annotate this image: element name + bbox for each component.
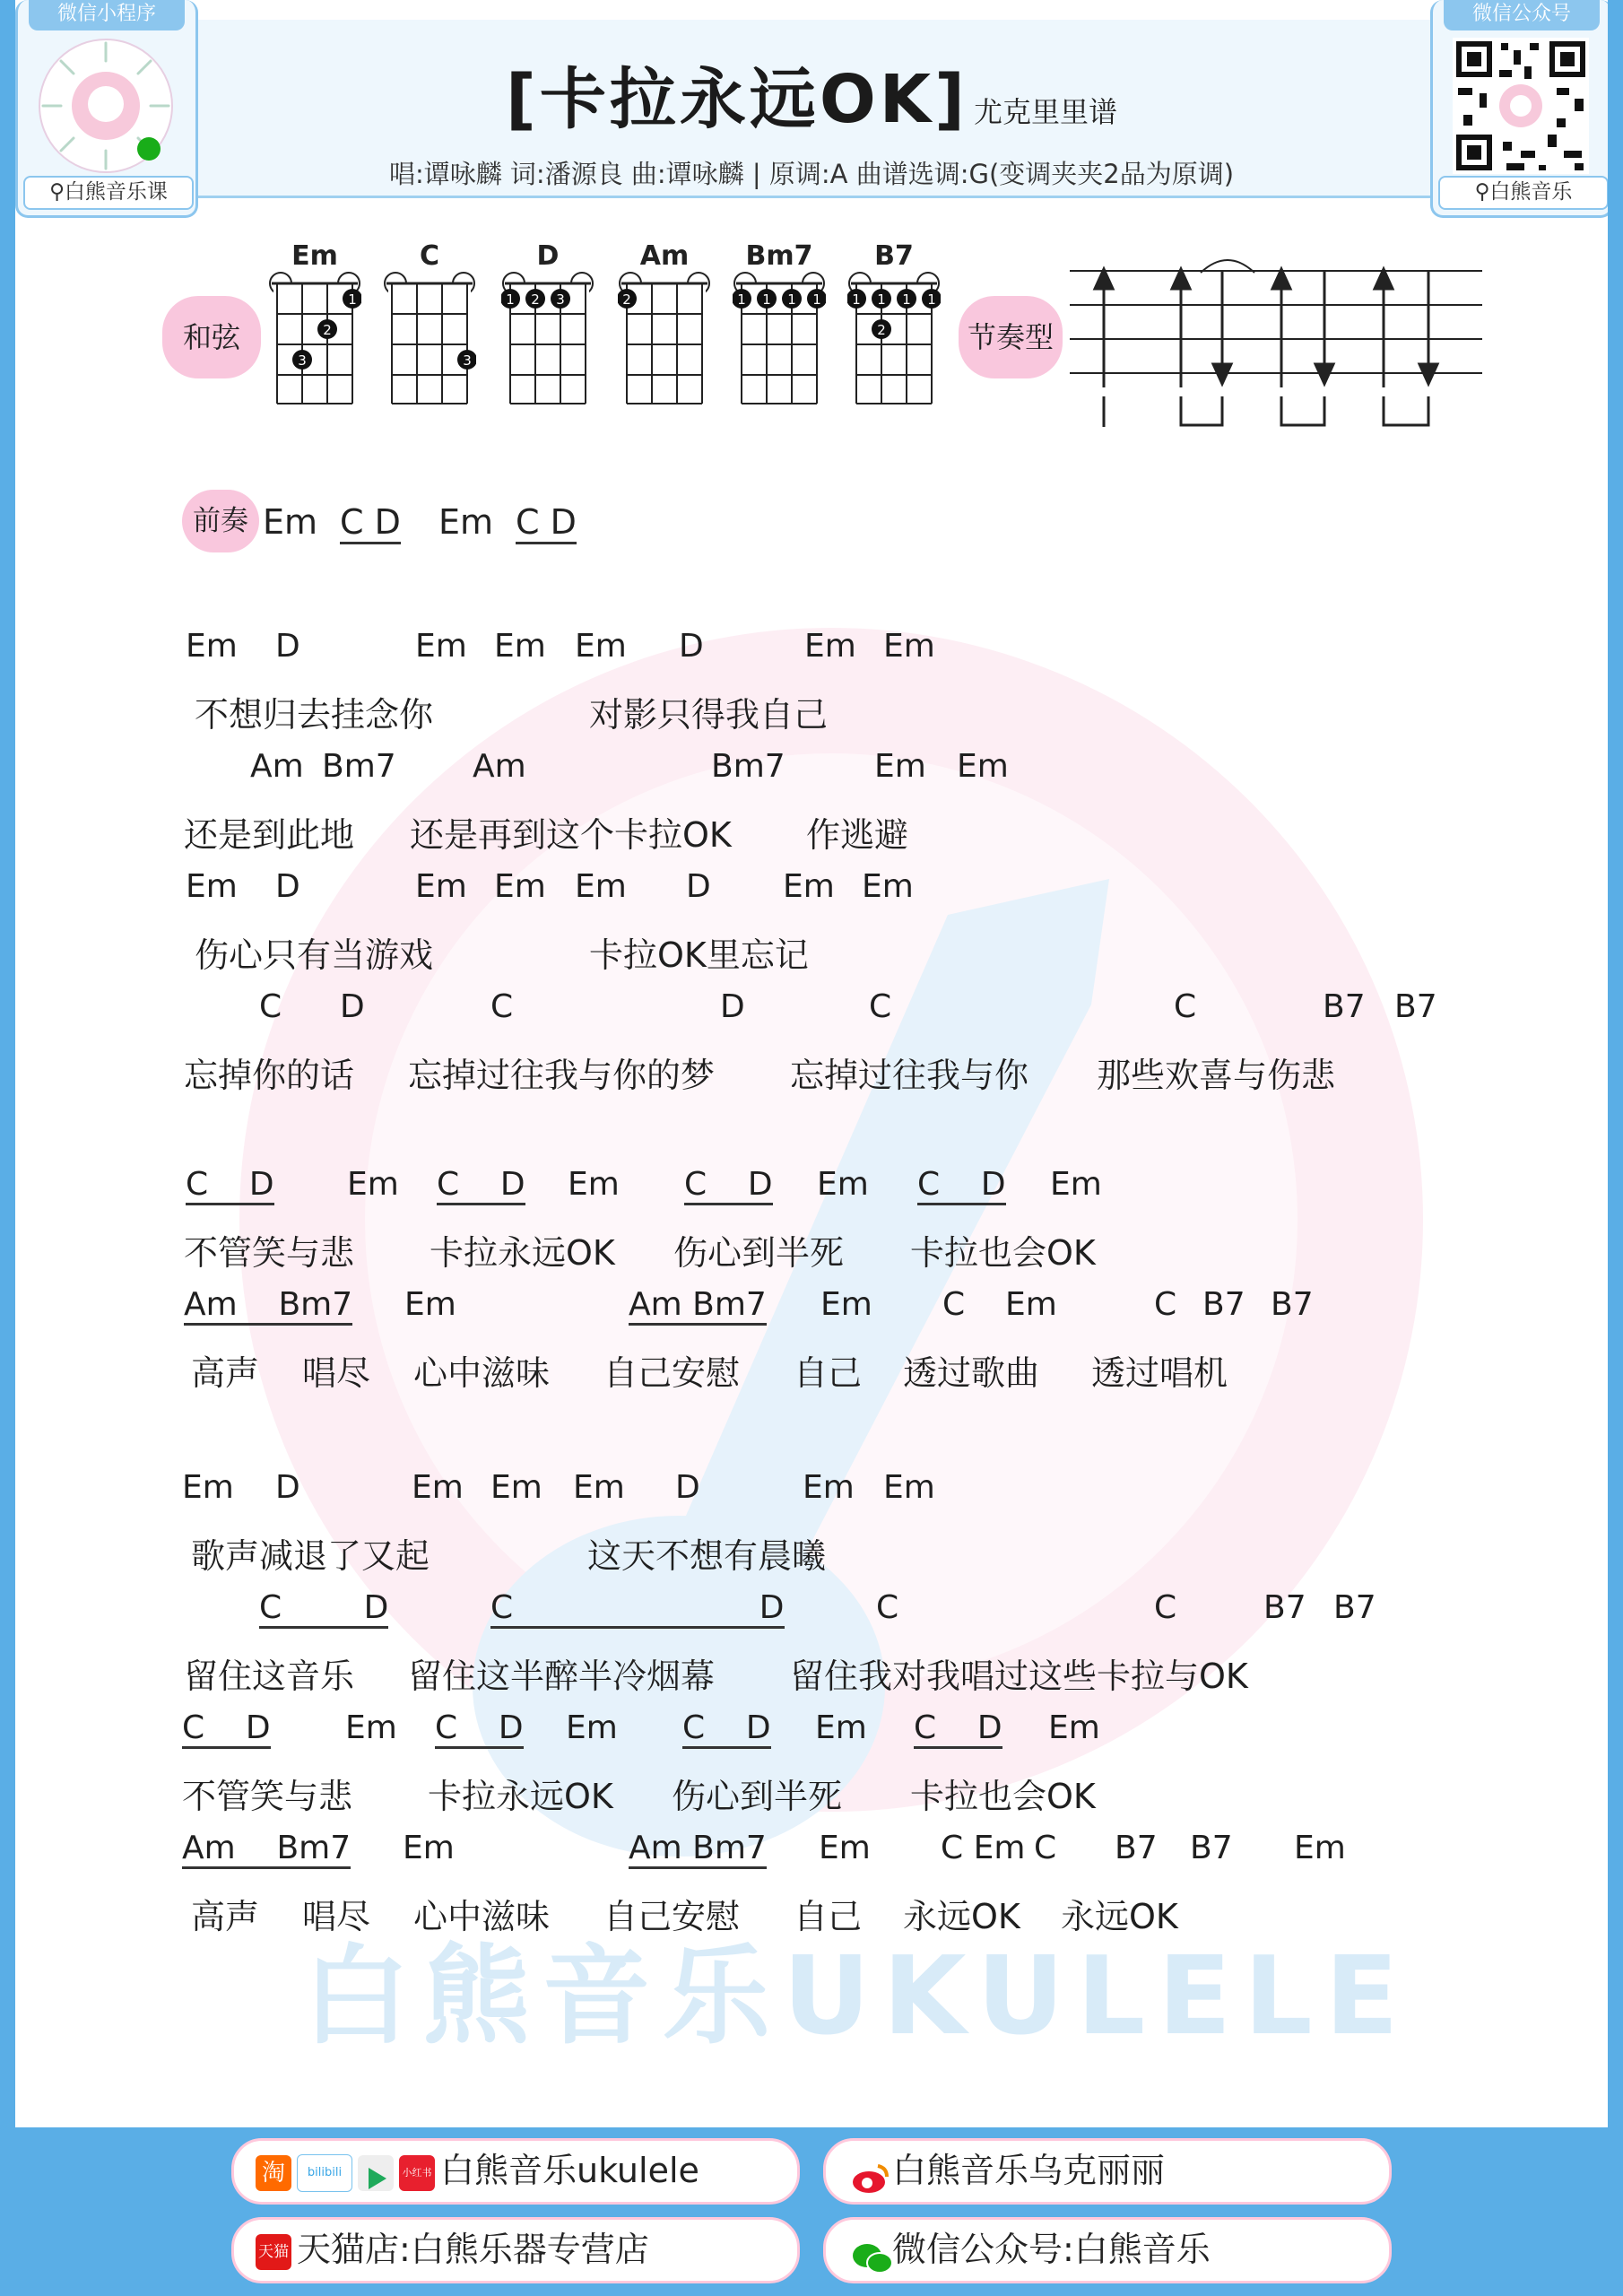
footer-item-3: 天猫店:白熊乐器专营店	[297, 2230, 649, 2269]
chord-symbol: C	[942, 1286, 966, 1323]
footer-item-4: 微信公众号:白熊音乐	[892, 2230, 1211, 2269]
chord-name: D	[536, 240, 560, 272]
finger-dot	[292, 350, 312, 370]
intro-chord: Em	[438, 502, 494, 542]
footer-item-2: 白熊音乐乌克丽丽	[892, 2151, 1166, 2190]
lyric-phrase: 还是到此地	[184, 815, 355, 855]
fretboard	[733, 271, 826, 405]
song-meta: 唱:谭咏麟 词:潘源良 曲:谭咏麟 | 原调:A 曲谱选调:G(变调夹夹2品为原调)	[388, 159, 1235, 189]
video-play-icon	[358, 2155, 394, 2191]
chord-symbol: Em	[1050, 1166, 1102, 1203]
chord-symbol: Em	[575, 868, 627, 905]
fretboard	[268, 271, 361, 405]
chord-symbol: Em	[862, 868, 914, 905]
song-title: [卡拉永远OK]	[506, 61, 968, 138]
lyric-phrase: 自己	[794, 1897, 863, 1936]
mini-program-name: ⚲白熊音乐课	[23, 176, 194, 210]
mini-program-label: 微信小程序	[29, 0, 185, 30]
svg-text:1: 1	[737, 291, 746, 308]
chord-line	[15, 1166, 1608, 1211]
lyric-phrase: 心中滋味	[413, 1353, 551, 1393]
chord-symbol: C	[1154, 1286, 1177, 1323]
chord-symbol: D	[720, 988, 745, 1025]
finger-dot	[807, 289, 826, 309]
finger-dot	[757, 289, 777, 309]
chord-symbol: Em	[568, 1166, 620, 1203]
lyric-phrase: 高声	[191, 1353, 260, 1393]
chord-symbol: D	[275, 1469, 300, 1506]
finger-dot	[872, 289, 891, 309]
lyric-phrase: 伤心到半死	[672, 1777, 843, 1816]
chord-symbol: Em	[575, 628, 627, 665]
lyric-phrase: 歌声减退了又起	[191, 1536, 430, 1576]
svg-text:1: 1	[877, 291, 886, 308]
lyric-phrase: 忘掉过往我与你	[790, 1056, 1029, 1095]
finger-dot	[618, 289, 637, 309]
official-account-badge[interactable]	[1430, 0, 1608, 218]
chord-symbol: Am Bm7	[629, 1286, 767, 1326]
chord-line	[15, 868, 1608, 913]
chord-symbol: C	[1174, 988, 1197, 1025]
chord-symbol: C D	[437, 1166, 525, 1205]
lyric-phrase: 留住这半醉半冷烟幕	[408, 1657, 716, 1696]
lyric-phrase: 卡拉也会OK	[910, 1777, 1096, 1816]
chord-symbol: Em	[345, 1709, 397, 1746]
footer-wechat[interactable]	[823, 2217, 1392, 2283]
finger-dot	[847, 289, 866, 309]
chord-symbol: D	[340, 988, 365, 1025]
footer-item-1: 白熊音乐ukulele	[440, 2151, 699, 2190]
svg-text:1: 1	[852, 291, 861, 308]
chord-symbol: D	[679, 628, 704, 665]
chord-symbol: Em	[815, 1709, 867, 1746]
chord-symbol: Am Bm7	[184, 1286, 352, 1326]
lyric-phrase: 这天不想有晨曦	[587, 1536, 827, 1576]
chord-symbol: Em	[404, 1286, 456, 1323]
finger-dot	[782, 289, 802, 309]
chord-symbol: Em	[803, 1469, 855, 1506]
fretboard	[383, 271, 476, 405]
lyric-phrase: 伤心只有当游戏	[195, 935, 434, 975]
chord-line	[15, 988, 1608, 1033]
chord-symbol: C D	[435, 1709, 524, 1749]
finger-dot	[317, 319, 337, 339]
intro-chord: C D	[340, 502, 401, 544]
svg-text:1: 1	[927, 291, 936, 308]
rhythm-label: 节奏型	[959, 296, 1063, 378]
chord-symbol: C D	[490, 1589, 785, 1629]
chord-name: C	[419, 240, 440, 272]
lyric-phrase: 自己	[794, 1353, 863, 1393]
chord-line	[15, 1830, 1608, 1874]
svg-text:1: 1	[812, 291, 821, 308]
lyric-line	[15, 1648, 1608, 1696]
chord-symbol: Em	[1048, 1709, 1100, 1746]
chord-symbol: C	[869, 988, 892, 1025]
svg-text:1: 1	[348, 291, 357, 308]
lyric-phrase: 卡拉永远OK	[430, 1233, 615, 1273]
chord-symbol: Em	[186, 868, 238, 905]
chord-symbol: Em	[490, 1469, 542, 1506]
bilibili-icon: bilibili	[297, 2154, 352, 2192]
lyric-phrase: 自己安慰	[603, 1897, 741, 1936]
lyric-phrase: 留住这音乐	[184, 1657, 355, 1696]
chord-symbol: Em	[566, 1709, 618, 1746]
lyric-phrase: 自己安慰	[603, 1353, 741, 1393]
lyric-phrase: 伤心到半死	[673, 1233, 845, 1273]
lyric-line	[15, 807, 1608, 855]
chord-symbol: B7	[1394, 988, 1437, 1025]
svg-text:1: 1	[787, 291, 796, 308]
chord-symbol: D	[275, 628, 300, 665]
chord-line	[15, 1709, 1608, 1754]
finger-dot	[343, 289, 361, 309]
lyric-line	[15, 1225, 1608, 1273]
mini-program-code-icon	[34, 34, 178, 178]
chord-symbol: Em	[186, 628, 238, 665]
chord-name: Bm7	[745, 240, 813, 272]
fretboard	[847, 271, 941, 405]
chord-symbol: C	[490, 988, 514, 1025]
finger-dot	[501, 289, 520, 309]
footer-tmall[interactable]	[231, 2217, 800, 2283]
lyric-phrase: 不管笑与悲	[182, 1777, 353, 1816]
intro-chord: C D	[516, 502, 577, 544]
lyric-line	[15, 1528, 1608, 1576]
chord-symbol: Am	[250, 748, 304, 785]
official-account-label: 微信公众号	[1444, 0, 1600, 30]
finger-dot	[457, 350, 476, 370]
search-icon: ⚲	[1474, 180, 1490, 204]
finger-dot	[922, 289, 941, 309]
lyric-phrase: 心中滋味	[413, 1897, 551, 1936]
chord-symbol: Am Bm7	[629, 1830, 767, 1869]
official-account-name: ⚲白熊音乐	[1438, 176, 1608, 210]
chord-symbol: Em	[494, 868, 546, 905]
lyric-phrase: 卡拉也会OK	[910, 1233, 1096, 1273]
lyric-line	[15, 1345, 1608, 1393]
chord-symbol: Em	[415, 628, 467, 665]
chord-symbol: B7	[1271, 1286, 1314, 1323]
chord-symbol: Em	[403, 1830, 455, 1866]
lyric-phrase: 永远OK	[1061, 1897, 1178, 1936]
chord-symbol: Bm7	[711, 748, 785, 785]
chord-symbol: C	[259, 988, 282, 1025]
lyric-phrase: 唱尽	[302, 1353, 371, 1393]
lyric-phrase: 高声	[191, 1897, 260, 1936]
lyric-phrase: 不管笑与悲	[184, 1233, 355, 1273]
chord-symbol: Em	[957, 748, 1009, 785]
fretboard	[501, 271, 595, 405]
chord-symbol: Em	[883, 628, 935, 665]
lyric-phrase: 透过唱机	[1091, 1353, 1228, 1393]
chord-symbol: C	[876, 1589, 899, 1626]
weibo-icon	[851, 2155, 887, 2191]
chord-symbol: Am	[473, 748, 526, 785]
chord-symbol: Em	[347, 1166, 399, 1203]
chord-symbol: B7	[1263, 1589, 1306, 1626]
chord-symbol: B7	[1323, 988, 1366, 1025]
chord-symbol: Em	[874, 748, 926, 785]
chord-line	[15, 1589, 1608, 1634]
svg-text:3: 3	[556, 291, 565, 308]
lyric-phrase: 忘掉过往我与你的梦	[408, 1056, 716, 1095]
chord-symbol: C D	[684, 1166, 773, 1205]
chord-symbol: Bm7	[322, 748, 396, 785]
lyric-phrase: 忘掉你的话	[184, 1056, 355, 1095]
finger-dot	[551, 289, 570, 309]
footer-weibo[interactable]	[823, 2138, 1392, 2205]
chord-symbol: C Em	[941, 1830, 1026, 1866]
svg-text:3: 3	[463, 352, 472, 369]
chord-symbol: Am Bm7	[182, 1830, 351, 1869]
chord-name: Em	[291, 240, 338, 272]
lyric-phrase: 留住我对我唱过这些卡拉与OK	[790, 1657, 1248, 1696]
svg-text:1: 1	[762, 291, 771, 308]
watermark-text: 白熊音乐UKULELE	[302, 1935, 1411, 2059]
chord-symbol: C D	[259, 1589, 388, 1629]
chord-symbol: Em	[1005, 1286, 1057, 1323]
chord-symbol: Em	[783, 868, 835, 905]
chord-symbol: D	[675, 1469, 700, 1506]
chord-symbol: Em	[1294, 1830, 1346, 1866]
finger-dot	[872, 319, 891, 339]
search-icon: ⚲	[49, 180, 65, 204]
lyric-phrase: 卡拉OK里忘记	[589, 935, 809, 975]
mini-program-badge[interactable]	[15, 0, 198, 218]
lyric-phrase: 那些欢喜与伤悲	[1097, 1056, 1336, 1095]
svg-text:2: 2	[531, 291, 540, 308]
chord-symbol: Em	[819, 1830, 871, 1866]
chords-label: 和弦	[162, 296, 261, 378]
qr-code-icon	[1449, 34, 1593, 178]
tmall-icon: 天猫	[256, 2234, 291, 2270]
chord-line	[15, 1286, 1608, 1331]
chord-symbol: D	[686, 868, 711, 905]
taobao-icon: 淘	[256, 2155, 291, 2191]
lyric-line	[15, 687, 1608, 735]
svg-text:2: 2	[323, 322, 332, 338]
chord-symbol: Em	[883, 1469, 935, 1506]
chord-symbol: C D	[186, 1166, 274, 1205]
chord-symbol: C D	[914, 1709, 1002, 1749]
chord-symbol: Em	[573, 1469, 625, 1506]
chord-name: B7	[874, 240, 914, 272]
chord-symbol: B7	[1115, 1830, 1158, 1866]
chord-symbol: Em	[820, 1286, 872, 1323]
intro-label: 前奏	[182, 490, 259, 552]
svg-text:3: 3	[298, 352, 307, 369]
chord-name: Am	[639, 240, 690, 272]
chord-symbol: Em	[817, 1166, 869, 1203]
lyric-phrase: 对影只得我自己	[589, 695, 829, 735]
chord-symbol: C D	[917, 1166, 1006, 1205]
lyric-line	[15, 1048, 1608, 1095]
chord-line	[15, 628, 1608, 673]
xiaohongshu-icon: 小红书	[399, 2155, 435, 2191]
chord-symbol: Em	[415, 868, 467, 905]
title-suffix: 尤克里里谱	[973, 95, 1117, 129]
wechat-icon	[851, 2234, 887, 2270]
chord-line	[15, 748, 1608, 793]
chord-symbol: B7	[1202, 1286, 1245, 1323]
lyric-phrase: 不想归去挂念你	[195, 695, 434, 735]
finger-dot	[525, 289, 545, 309]
chord-symbol: C D	[682, 1709, 771, 1749]
chord-line	[15, 1469, 1608, 1514]
chord-symbol: Em	[182, 1469, 234, 1506]
strum-pattern	[1070, 253, 1482, 441]
finger-dot	[733, 289, 751, 309]
lyric-phrase: 唱尽	[302, 1897, 371, 1936]
header-banner	[15, 20, 1608, 198]
svg-text:1: 1	[506, 291, 515, 308]
chord-symbol: Em	[412, 1469, 464, 1506]
svg-text:2: 2	[877, 322, 886, 338]
chord-symbol: B7	[1333, 1589, 1376, 1626]
footer-social-video[interactable]	[231, 2138, 800, 2205]
lyric-phrase: 还是再到这个卡拉OK	[410, 815, 732, 855]
svg-text:2: 2	[622, 291, 631, 308]
score-page	[15, 0, 1608, 2127]
svg-text:1: 1	[902, 291, 911, 308]
lyric-line	[15, 1769, 1608, 1816]
chord-symbol: B7	[1190, 1830, 1233, 1866]
intro-chord: Em	[263, 502, 318, 542]
chord-symbol: D	[275, 868, 300, 905]
lyric-phrase: 作逃避	[806, 815, 909, 855]
chord-symbol: C	[1154, 1589, 1177, 1626]
lyric-phrase: 永远OK	[903, 1897, 1020, 1936]
lyric-phrase: 卡拉永远OK	[428, 1777, 613, 1816]
chord-symbol: C D	[182, 1709, 271, 1749]
lyric-line	[15, 927, 1608, 975]
lyric-phrase: 透过歌曲	[903, 1353, 1040, 1393]
fretboard	[618, 271, 711, 405]
chord-symbol: Em	[494, 628, 546, 665]
chord-symbol: Em	[804, 628, 856, 665]
chord-symbol: C	[1034, 1830, 1057, 1866]
finger-dot	[897, 289, 916, 309]
